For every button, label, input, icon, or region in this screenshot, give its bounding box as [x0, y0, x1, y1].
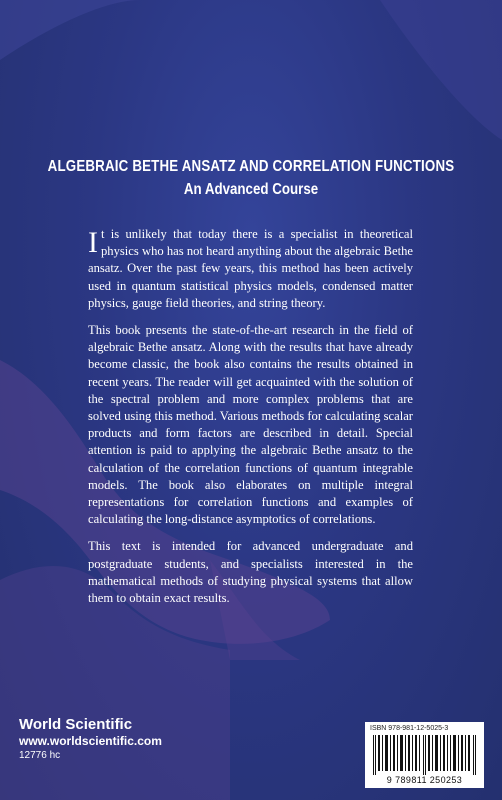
blurb-paragraph-2: This book presents the state-of-the-art research in the field of algebraic Bethe ansatz. Along with the results that have already become classic, the book also contains the results obtained in recent years. The reader will get acquainted with the solution of the spectral problem and more complex problems that are solved using this method. Various methods for calculating scalar products and form factors are described in detail. Special attention is paid to applying the algebraic Bethe ansatz to the calculation of the correlation functions of quantum integrable models. The book also elaborates on multiple integral representations for correlation functions and examples of calculating the long-distance asymptotics of correlations.	[88, 323, 413, 527]
blurb-paragraph-1-text: t is unlikely that today there is a specialist in theoretical physics who has not heard anything about the algebraic Bethe ansatz. Over the past few years, this method has been actively used in quantum statistical physics models, condensed matter physics, gauge field theories, and string theory.	[88, 227, 413, 310]
publisher-block	[19, 716, 162, 763]
publisher-url[interactable]: www.worldscientific.com	[19, 734, 162, 748]
publisher-name: World Scientific	[19, 716, 133, 733]
ean-digits: 9 789811 250253	[386, 775, 463, 785]
blurb-paragraph-1	[88, 226, 413, 312]
book-title: ALGEBRAIC BETHE ANSATZ AND CORRELATION FUNCTIONS	[47, 158, 455, 175]
barcode-bars-icon	[371, 735, 478, 775]
isbn-label: ISBN 978-981-12-5025-3	[370, 725, 449, 732]
catalog-code: 12776 hc	[19, 750, 61, 761]
book-subtitle: An Advanced Course	[183, 181, 319, 198]
drop-cap: I	[88, 226, 98, 259]
blurb-paragraph-3: This text is intended for advanced undergraduate and postgraduate students, and specialists interested in the mathematical methods of studying physical systems that allow them to obtain exact results.	[88, 539, 413, 606]
blurb	[88, 226, 413, 617]
isbn-barcode	[365, 722, 484, 788]
